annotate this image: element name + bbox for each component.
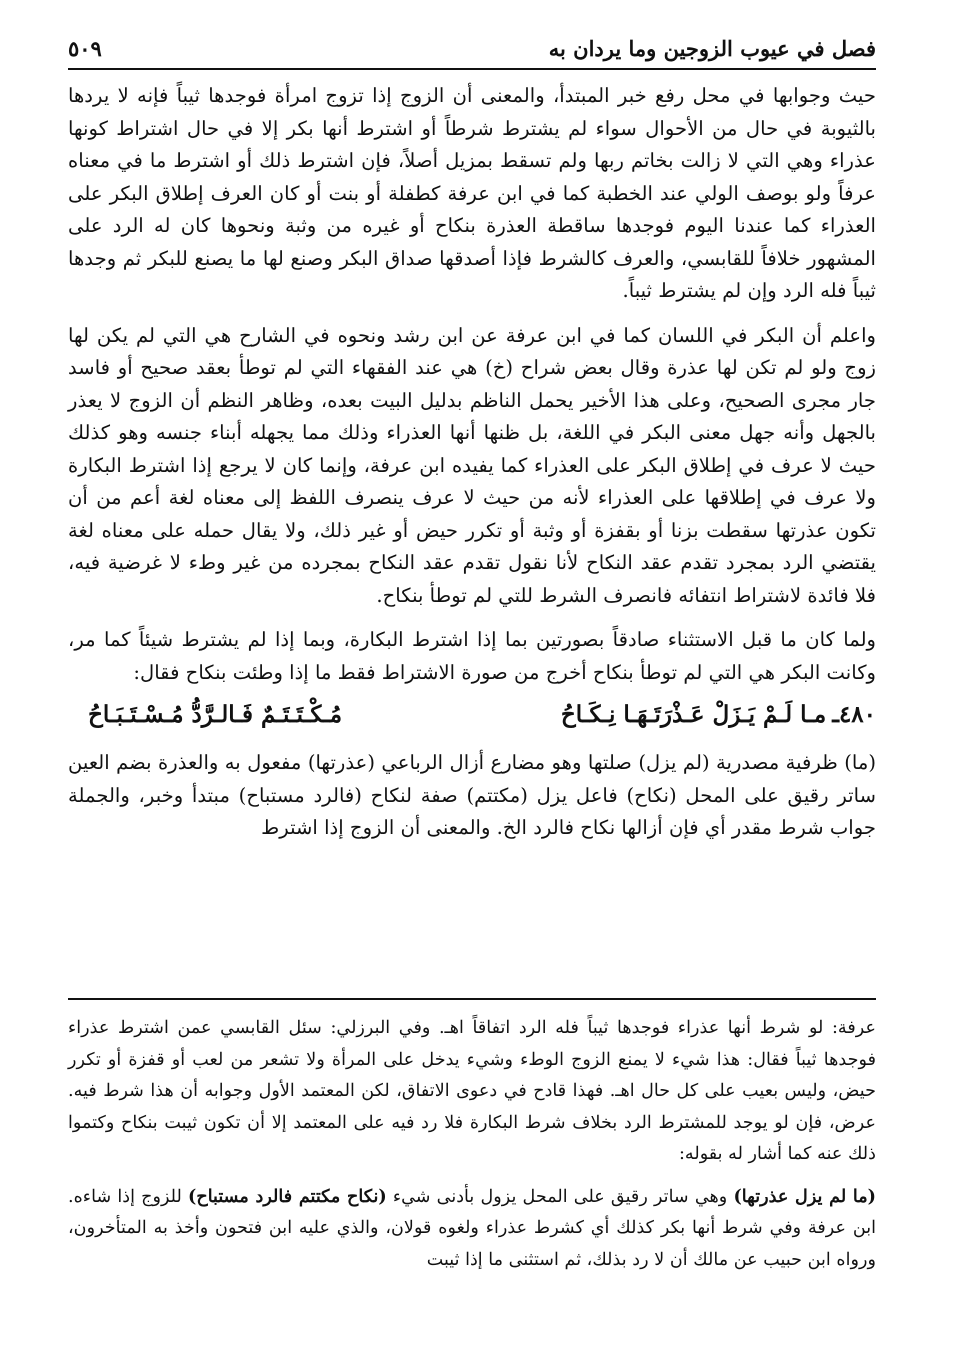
main-text — [68, 80, 876, 857]
footnote-verse-quote: (ما لم يزل عذرتها) — [733, 1185, 876, 1207]
page — [68, 28, 876, 1328]
paragraph: ولما كان ما قبل الاستثناء صادقاً بصورتين بما إذا اشترط البكارة، وبما إذا لم يشترط شيئاً كما مر، وكانت البكر هي التي لم توطأ بنكاح أخرج من صورة الاشتراط فقط ما إذا وطئت بنكاح فقال: — [68, 628, 876, 684]
footnote-divider — [68, 998, 876, 1000]
footnote-text: وهي ساتر رقيق على المحل يزول بأدنى شيء — [386, 1186, 734, 1207]
footnote-verse-quote: (نكاح مكتتم فالرد مستباح) — [188, 1185, 387, 1207]
verse-commentary: (ما) ظرفية مصدرية (لم يزل) صلتها وهو مضارع أزال الرباعي (عذرتها) مفعول به والعذرة بضم العين ساتر رقيق على المحل (نكاح) فاعل يزل (مكتتم) صفة لنكاح (فالرد مستباح) مبتدأ وخبر، والجملة جواب شرط مقدر أي فإن أزالها نكاح فالرد الخ. والمعنى أن الزوج إذا اشترط — [68, 751, 876, 839]
verse-line — [68, 701, 876, 741]
running-title: فصل في عيوب الزوجين وما يردان به — [548, 35, 876, 61]
page-header — [68, 28, 876, 70]
footnote: عرفة: لو شرط أنها عذراء فوجدها ثيباً فله الرد اتفاقاً اهـ. وفي البرزلي: سئل القابسي عمن اشترط عذراء فوجدها ثيباً فقال: هذا شيء لا يمنع الزوج الوطء وشيء يدخل على المرأة ولا تشعر من لعب أو قفزة أو تكرر حيض، وليس بعيب على كل حال اهـ. فهذا قادح في دعوى الاتفاق، لكن المعتمد الأول وجوابه أن هذا شرط فيه. عرض، فإن لو يوجد للمشترط الرد بخلاف شرط البكارة فلا رد فيه على المعتمد إلا أن تكون ثيبت بنكاح وكتموا ذلك عنه كما أشار له بقوله: — [68, 1018, 876, 1164]
footnote-text: للزوج إذا شاءه. ابن عرفة وفي شرط أنها بكر كذلك أي كشرط عذراء ولغوه قولان، والذي عليه ابن فتحون وأخذ به المتأخرون، ورواه ابن حبيب عن مالك أن لا رد بذلك، ثم استثنى ما إذا ثيبت — [68, 1186, 876, 1270]
verse-number: ٤٨٠ـ — [832, 701, 876, 728]
verse-hemistich-2: مُـكْـتَـتَـمٌ فَـالـرَّدُّ مُـسْـتَـبَـاحُ — [88, 701, 343, 728]
footnotes — [68, 1013, 876, 1286]
paragraph: واعلم أن البكر في اللسان كما في ابن عرفة عن ابن رشد ونحوه في الشارح هي التي لم يكن لها زوج ولو لم تكن لها عذرة وقال بعض شراح (خ) هي عند الفقهاء التي لم توطأ بعقد صحيح أو فاسد جار مجرى الصحيح، وعلى هذا الأخير يحمل الناظم بدليل البيت بعده، وظاهر النظم أن الزوج لا يعذر بالجهل وأنه جهل معنى البكر في اللغة، بل ظنها أنها العذراء وذلك مما يجهله أبناء جنسه وهو كذلك حيث لا عرف في إطلاق البكر على العذراء كما يفيده ابن عرفة، وإنما كان لا يرجع إذا اشترط البكارة ولا عرف في إطلاقها على العذراء لأنه من حيث لا عرف ينصرف اللفظ إلى معناه لغة أعم من أن تكون عذرتها سقطت بزنا أو بقفزة أو وثبة أو تكرر حيض أو غير ذلك، ولا يقال حمله على معناه لغة يقتضي الرد بمجرد تقدم عقد النكاح لأنا نقول تقدم عقد النكاح بمجرده من غير وطء لا غرضية فيه، فلا فائدة لاشتراط انتفائه فانصرف الشرط للتي لم توطأ بنكاح. — [68, 323, 876, 607]
verse-hemistich-1: مـا لَـمْ يَـزَلْ عَـذْرَتَـهَـا نِـكَـاحُ — [560, 701, 827, 728]
footnote — [68, 1181, 876, 1277]
paragraph: حيث وجوابها في محل رفع خبر المبتدأ، والمعنى أن الزوج إذا تزوج امرأة فوجدها ثيباً فإنه لا يردها بالثيوبة في حال من الأحوال سواء لم يشترط شرطاً أو اشترط أنها بكر إلا في حال اشتراط كونها عذراء وهي التي لا زالت بخاتم ربها ولم تسقط بمزيل أصلاً، فإن اشترط ذلك أو اشترط ما في معناه عرفاً ولو بوصف الولي عند الخطبة كما في ابن عرفة كطفلة أو بنت أو كان العرف إطلاق البكر على العذراء كما عندنا اليوم فوجدها ساقطة العذرة بنكاح أو غيره من وثبة ونحوها كان له الرد على المشهور خلافاً للقابسي، والعرف كالشرط فإذا أصدقها صداق البكر وصنع لها ما يصنع للبكر ثم وجدها ثيباً فله الرد وإن لم يشترط ثيباً. — [68, 84, 876, 302]
page-number: ٥٠٩ — [68, 35, 102, 61]
